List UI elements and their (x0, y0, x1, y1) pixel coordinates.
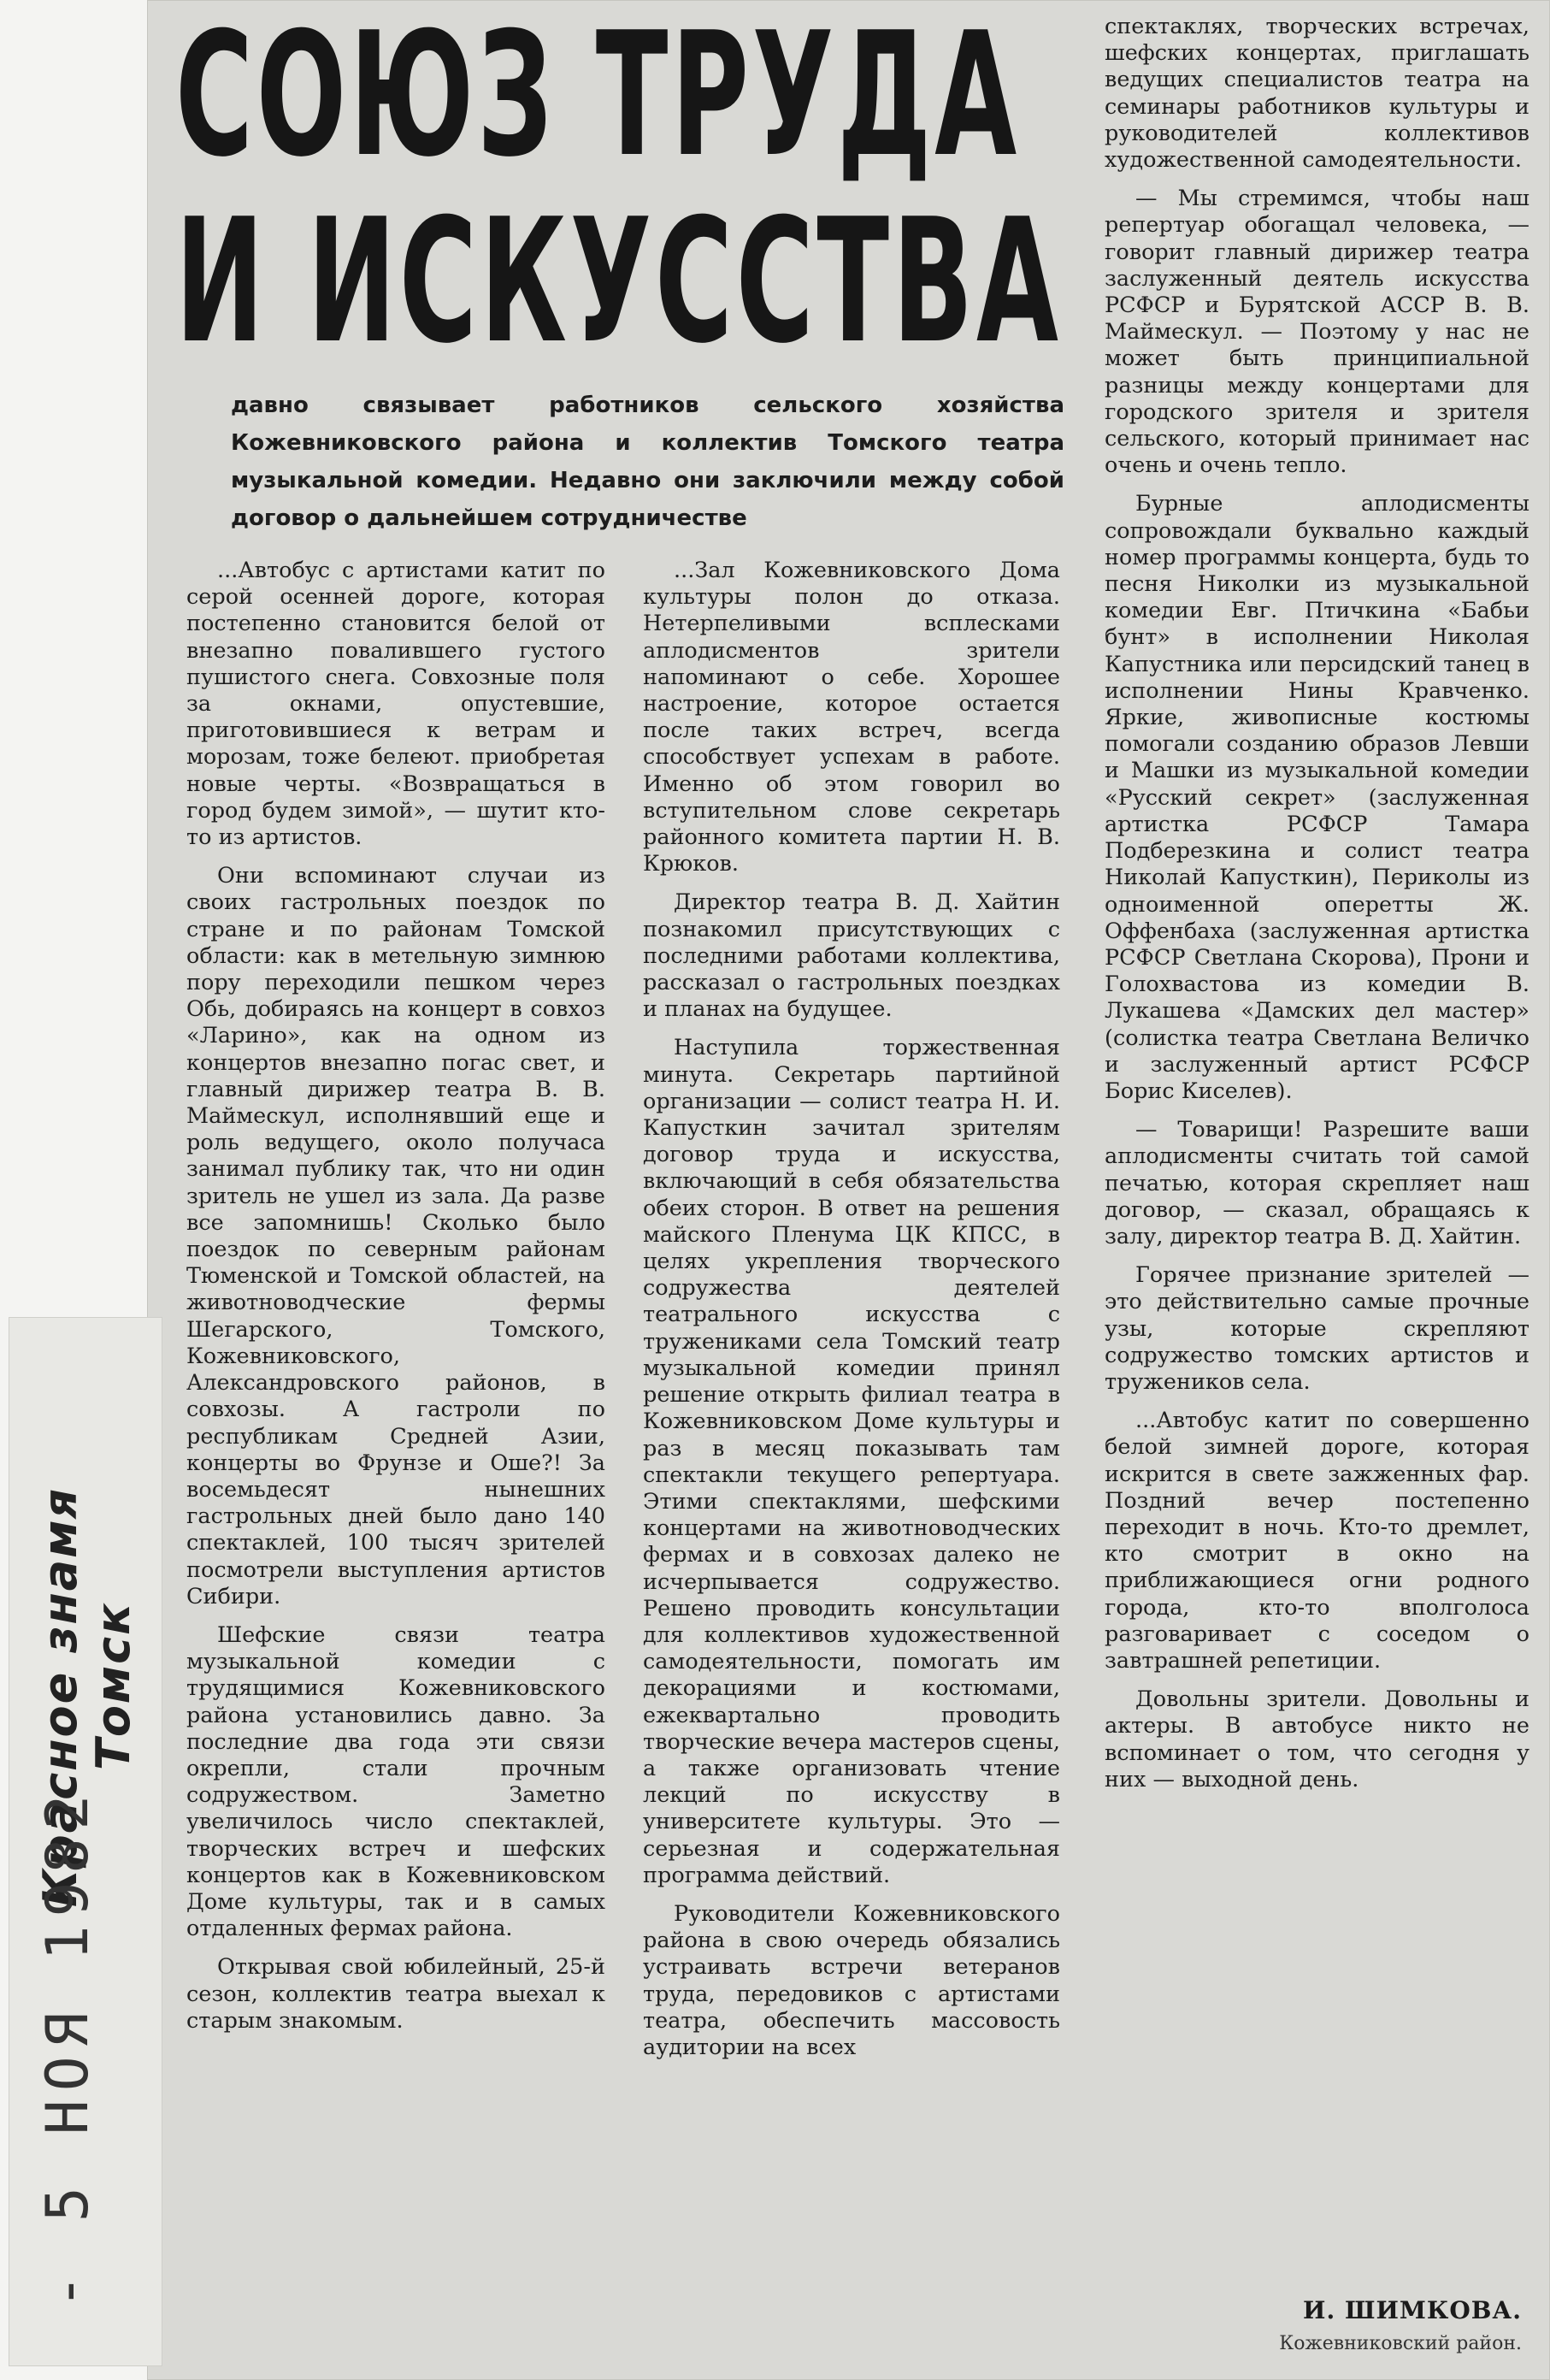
date-stamp: - 5 НОЯ 1982 (34, 1786, 102, 2309)
column-2 (643, 558, 1060, 2073)
paragraph: Горячее признание зрителей — это действительно самые прочные узы, которые скрепляют содружество томских артистов и тружеников села. (1105, 1262, 1529, 1395)
source-city: Томск (86, 1602, 140, 1770)
author-district: Кожевниковский район. (1279, 2333, 1522, 2354)
paragraph: ...Зал Кожевниковского Дома культуры полон до отказа. Нетерпеливыми всплесками аплодисментов зрители напоминают о себе. Хорошее настроение, которое остается после таких встреч, всегда способствует успехам в работе. Именно об этом говорил во вступительном слове секретарь районного комитета партии Н. В. Крюков. (643, 558, 1060, 877)
paragraph: Шефские связи театра музыкальной комедии с трудящимися Кожевниковского района установились давно. За последние два года эти связи окрепли, стали прочным содружеством. Заметно увеличилось число спектаклей, творческих встреч и шефских концертов как в Кожевниковском Доме культуры, так и в самых отдаленных фермах района. (186, 1621, 605, 1942)
paragraph: ...Автобус с артистами катит по серой осенней дороге, которая постепенно становится белой от внезапно повалившего густого пушистого снега. Совхозные поля за окнами, опустевшие, приготовившиеся к ветрам и морозам, тоже белеют. приобретая новые черты. «Возвращаться в город будем зимой», — шутит кто-то из артистов. (186, 558, 605, 851)
paragraph: ...Автобус катит по совершенно белой зимней дороге, которая искрится в свете зажженных фар. Поздний вечер постепенно переходит в ночь. Кто-то дремлет, кто смотрит в окно на приближающиеся огни родного города, кто-то вполголоса разговаривает с соседом о завтрашней репетиции. (1105, 1408, 1529, 1674)
article-lead: давно связывает работников сельского хозяйства Кожевниковского района и коллектив Томского театра музыкальной комедии. Недавно они заключили между собой договор о дальнейшем сотрудничестве (231, 393, 1064, 531)
title-line-1: СОЮЗ ТРУДА (175, 0, 1020, 195)
paragraph: — Товарищи! Разрешите ваши аплодисменты считать той самой печатью, которая скрепляет наш договор, — сказал, обращаясь к залу, директор театра В. Д. Хайтин. (1105, 1117, 1529, 1249)
paragraph: — Мы стремимся, чтобы наш репертуар обогащал человека, — говорит главный дирижер театра заслуженный деятель искусства РСФСР и Бурятской АССР В. В. Маймескул. — Поэтому у нас не может быть принципиальной разницы между концертами для городского зрителя и зрителя сельского, который принимает нас очень и очень тепло. (1105, 186, 1529, 479)
column-3 (1105, 14, 1529, 1805)
paragraph: Руководители Кожевниковского района в свою очередь обязались устраивать встречи ветеранов труда, передовиков с артистами театра, обеспечить массовость аудитории на всех (643, 1900, 1060, 2060)
paragraph: Открывая свой юбилейный, 25-й сезон, коллектив театра выехал к старым знакомым. (186, 1954, 605, 2034)
paragraph: Бурные аплодисменты сопровождали буквально каждый номер программы концерта, будь то песня Николки из музыкальной комедии Евг. Птичкина «Бабьи бунт» в исполнении Николая Капустника или персидский танец в исполнении Нины Кравченко. Яркие, живописные костюмы помогали созданию образов Левши и Машки из музыкальной комедии «Русский секрет» (заслуженная артистка РСФСР Тамара Подберезкина и солист театра Николай Капусткин), Периколы из одноименной оперетты Ж. Оффенбаха (заслуженная артистка РСФСР Светлана Скорова), Прони и Голохвастова из комедии В. Лукашева «Дамских дел мастер» (солистка театра Светлана Величко и заслуженный артист РСФСР Борис Киселев). (1105, 491, 1529, 1104)
paragraph: Наступила торжественная минута. Секретарь партийной организации — солист театра Н. И. Капусткин зачитал зрителям договор труда и искусства, включающий в себя обязательства обеих сторон. В ответ на решения майского Пленума ЦК КПСС, в целях укрепления творческого содружества деятелей театрального искусства с тружениками села Томский театр музыкальной комедии принял решение открыть филиал театра в Кожевниковском Доме культуры и раз в месяц показывать там спектакли текущего репертуара. Этими спектаклями, шефскими концертами на животноводческих фермах и в совхозах далеко не исчерпывается содружество. Решено проводить консультации для коллективов художественной самодеятельности, помогать им декорациями и костюмами, ежеквартально проводить творческие вечера мастеров сцены, а также организовать чтение лекций по искусству в университете культуры. Это — серьезная и содержательная программа действий. (643, 1035, 1060, 1888)
article-title (175, 0, 1062, 381)
paragraph: спектаклях, творческих встречах, шефских концертах, приглашать ведущих специалистов театра на семинары работников культуры и руководителей коллективов художественной самодеятельности. (1105, 14, 1529, 174)
paragraph: Довольны зрители. Довольны и актеры. В автобусе никто не вспоминает о том, что сегодня у них — выходной день. (1105, 1686, 1529, 1792)
source-name: Красное знамя (33, 1486, 87, 1907)
title-line-2: И ИСКУССТВА (175, 182, 1062, 381)
author-signature: И. ШИМКОВА. (1303, 2296, 1522, 2324)
paragraph: Они вспоминают случаи из своих гастрольных поездок по стране и по районам Томской области: как в метельную зимнюю пору переходили пешком через Обь, добираясь на концерт в совхоз «Ларино», как на одном из концертов внезапно погас свет, и главный дирижер театра В. В. Маймескул, исполнявший еще и роль ведущего, около получаса занимал публику так, что ни один зритель не ушел из зала. Да разве все запомнишь! Сколько было поездок по северным районам Тюменской и Томской областей, на животноводческие фермы Шегарского, Томского, Кожевниковского, Александровского районов, в совхозы. А гастроли по республикам Средней Азии, концерты во Фрунзе и Оше?! За восемьдесят нынешних гастрольных дней было дано 140 спектаклей, 100 тысяч зрителей посмотрели выступления артистов Сибири. (186, 863, 605, 1609)
column-1 (186, 558, 605, 2046)
paragraph: Директор театра В. Д. Хайтин познакомил присутствующих с последними работами коллектива, рассказал о гастрольных поездках и планах на будущее. (643, 889, 1060, 1023)
